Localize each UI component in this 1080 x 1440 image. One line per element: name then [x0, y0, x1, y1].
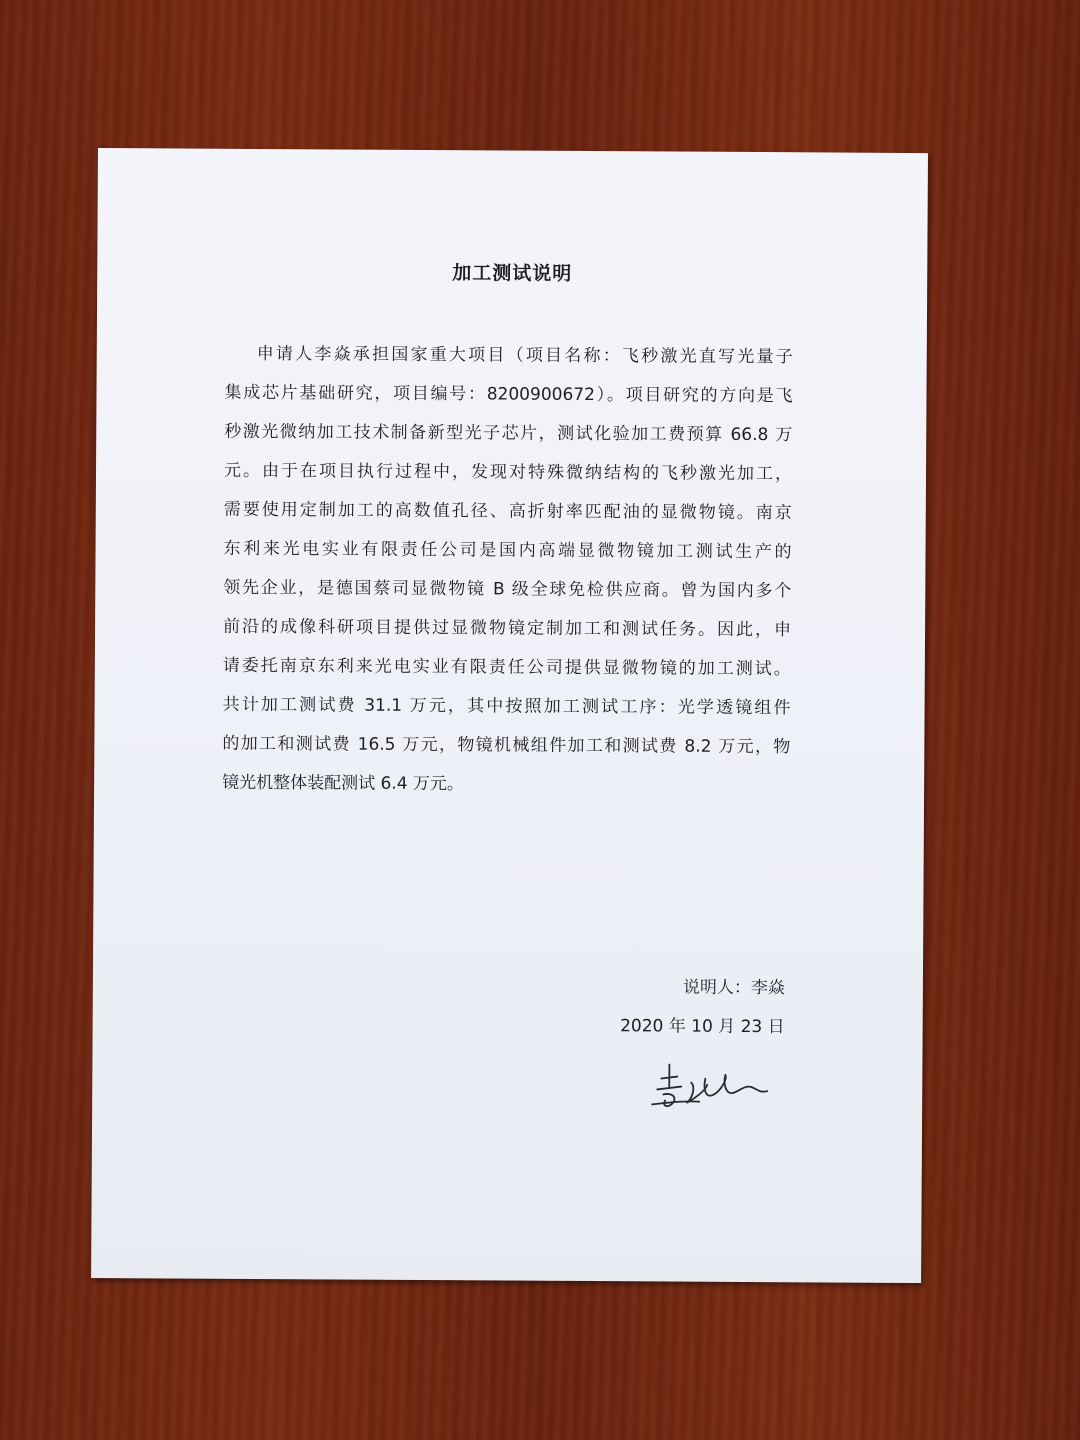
body-line: 需要使用定制加工的高数值孔径、高折射率匹配油的显微物镜。南京	[223, 499, 792, 524]
body-line: 申请人李焱承担国家重大项目（项目名称：飞秒激光直写光量子	[256, 343, 793, 368]
body-line: 的加工和测试费 16.5 万元，物镜机械组件加工和测试费 8.2 万元，物	[222, 733, 791, 758]
body-line: 秒激光微纳加工技术制备新型光子芯片，测试化验加工费预算 66.8 万	[224, 421, 793, 446]
body-line: 共计加工测试费 31.1 万元，其中按照加工测试工序：光学透镜组件	[222, 694, 791, 719]
document-sheet	[91, 148, 928, 1283]
body-line: 请委托南京东利来光电实业有限责任公司提供显微物镜的加工测试。	[222, 655, 791, 680]
document-body	[222, 335, 793, 806]
document-date: 2020 年 10 月 23 日	[620, 1016, 785, 1038]
body-line: 领先企业，是德国蔡司显微物镜 B 级全球免检供应商。曾为国内多个	[223, 577, 792, 602]
body-line: 东利来光电实业有限责任公司是国内高端显微物镜加工测试生产的	[223, 538, 792, 563]
handwritten-signature	[647, 1056, 777, 1117]
document-title: 加工测试说明	[452, 262, 573, 285]
body-line: 元。由于在项目执行过程中，发现对特殊微纳结构的飞秒激光加工，	[223, 460, 793, 485]
signature-block	[620, 968, 785, 1047]
body-line: 镜光机整体装配测试 6.4 万元。	[222, 772, 465, 795]
body-line: 前沿的成像科研项目提供过显微物镜定制加工和测试任务。因此，申	[223, 616, 792, 641]
signer-label: 说明人：李焱	[682, 977, 785, 999]
body-line: 集成芯片基础研究，项目编号：8200900672）。项目研究的方向是飞	[224, 382, 793, 407]
